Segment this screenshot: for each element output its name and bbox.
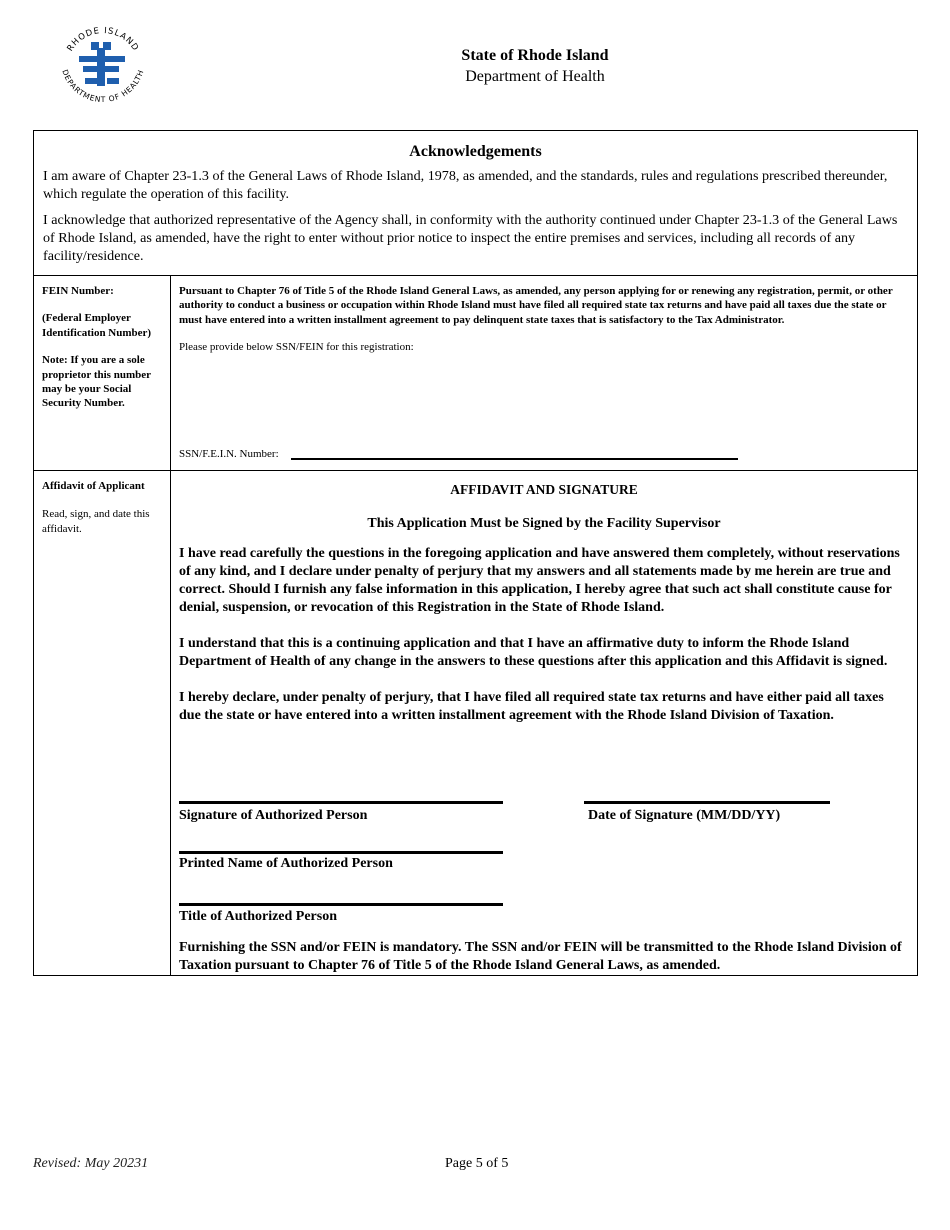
affidavit-subtitle: This Application Must be Signed by the Facility Supervisor (367, 516, 721, 531)
affidavit-paragraph-1: I have read carefully the questions in the foregoing application and have answered them completely, without reservations of any kind, and I declare under penalty of perjury that my answers and all statements made by me herein are true and correct. Should I furnish any false information in this application, I hereby agree that such act shall constitute cause for denial, suspension, or revocation of this Registration in the State of Rhode Island. (179, 546, 900, 615)
fein-label-sub: (Federal Employer Identification Number) (42, 312, 152, 339)
title-label: Title of Authorized Person (179, 909, 338, 924)
fein-label: FEIN Number: (42, 285, 114, 297)
signature-field[interactable] (179, 801, 503, 824)
affidavit-paragraph-3: I hereby declare, under penalty of perjury, that I have filed all required state tax returns and have either paid all taxes due the state or have entered into a written installment agreement with the Rhode Island Division of Taxation. (179, 690, 884, 723)
affidavit-left-note: Read, sign, and date this affidavit. (42, 508, 150, 535)
fein-note: Note: If you are a sole proprietor this number may be your Social Security Number. (42, 354, 151, 410)
signature-label: Signature of Authorized Person (179, 808, 368, 823)
logo-top-text: RHODE ISLAND (65, 25, 141, 54)
acknowledgement-paragraph-1: I am aware of Chapter 23-1.3 of the General Laws of Rhode Island, 1978, as amended, and the standards, rules and regulations prescribed thereunder, which regulate the operation of this facility. (43, 168, 888, 202)
signature-line (179, 801, 503, 804)
affidavit-paragraph-2: I understand that this is a continuing application and that I have an affirmative duty to inform the Rhode Island Department of Health of any change in the answers to these questions after this application and this Affidavit is signed. (179, 636, 888, 669)
date-line (584, 801, 830, 804)
affidavit-label-column (34, 471, 171, 975)
revision-date: Revised: May 20231 (33, 1156, 149, 1171)
title-field[interactable] (179, 903, 503, 925)
fein-label-column (34, 276, 171, 470)
ssn-instruction: Please provide below SSN/FEIN for this registration: (179, 341, 414, 354)
page-number: Page 5 of 5 (445, 1156, 509, 1171)
state-name: State of Rhode Island (461, 47, 609, 64)
fein-content-column (171, 276, 917, 470)
ssn-field-row (179, 444, 738, 460)
mandatory-ssn-note: Furnishing the SSN and/or FEIN is mandatory. The SSN and/or FEIN will be transmitted to the Rhode Island Division of Taxation pursuant to Chapter 76 of Title 5 of the Rhode Island General Laws, as amended. (179, 940, 902, 973)
affidavit-content-column (171, 471, 917, 975)
affidavit-section (34, 470, 917, 975)
ssn-field-label: SSN/F.E.I.N. Number: (179, 448, 279, 460)
affidavit-left-title: Affidavit of Applicant (42, 480, 145, 492)
department-name: Department of Health (465, 68, 605, 85)
logo-bottom-text: DEPARTMENT OF HEALTH (60, 68, 146, 105)
ri-doh-logo (55, 22, 151, 112)
date-label: Date of Signature (MM/DD/YY) (588, 808, 781, 823)
printed-name-field[interactable] (179, 851, 503, 872)
form-frame (33, 130, 918, 976)
tax-compliance-statement: Pursuant to Chapter 76 of Title 5 of the Rhode Island General Laws, as amended, any person applying for or renewing any registration, permit, or other authority to conduct a business or occupation within Rhode Island must have filed all required state tax returns and have paid all taxes due the state or must have entered into a written installment agreement to pay delinquent state taxes that is satisfactory to the Tax Administrator. (179, 285, 893, 326)
acknowledgement-paragraph-2: I acknowledge that authorized representative of the Agency shall, in conformity with the authority continued under Chapter 23-1.3 of the General Laws of Rhode Island, as amended, have the right to enter without prior notice to inspect the entire premises and services, including all records of any facility/residence. (43, 212, 898, 264)
printed-name-line (179, 851, 503, 854)
acknowledgements-title: Acknowledgements (409, 143, 542, 160)
printed-name-label: Printed Name of Authorized Person (179, 856, 393, 871)
title-line (179, 903, 503, 906)
page-header (370, 46, 700, 88)
fein-section (34, 276, 917, 470)
affidavit-title: AFFIDAVIT AND SIGNATURE (450, 482, 638, 497)
ssn-fein-input[interactable] (291, 444, 738, 460)
acknowledgements-section (34, 131, 917, 276)
date-of-signature-field[interactable] (584, 801, 830, 824)
